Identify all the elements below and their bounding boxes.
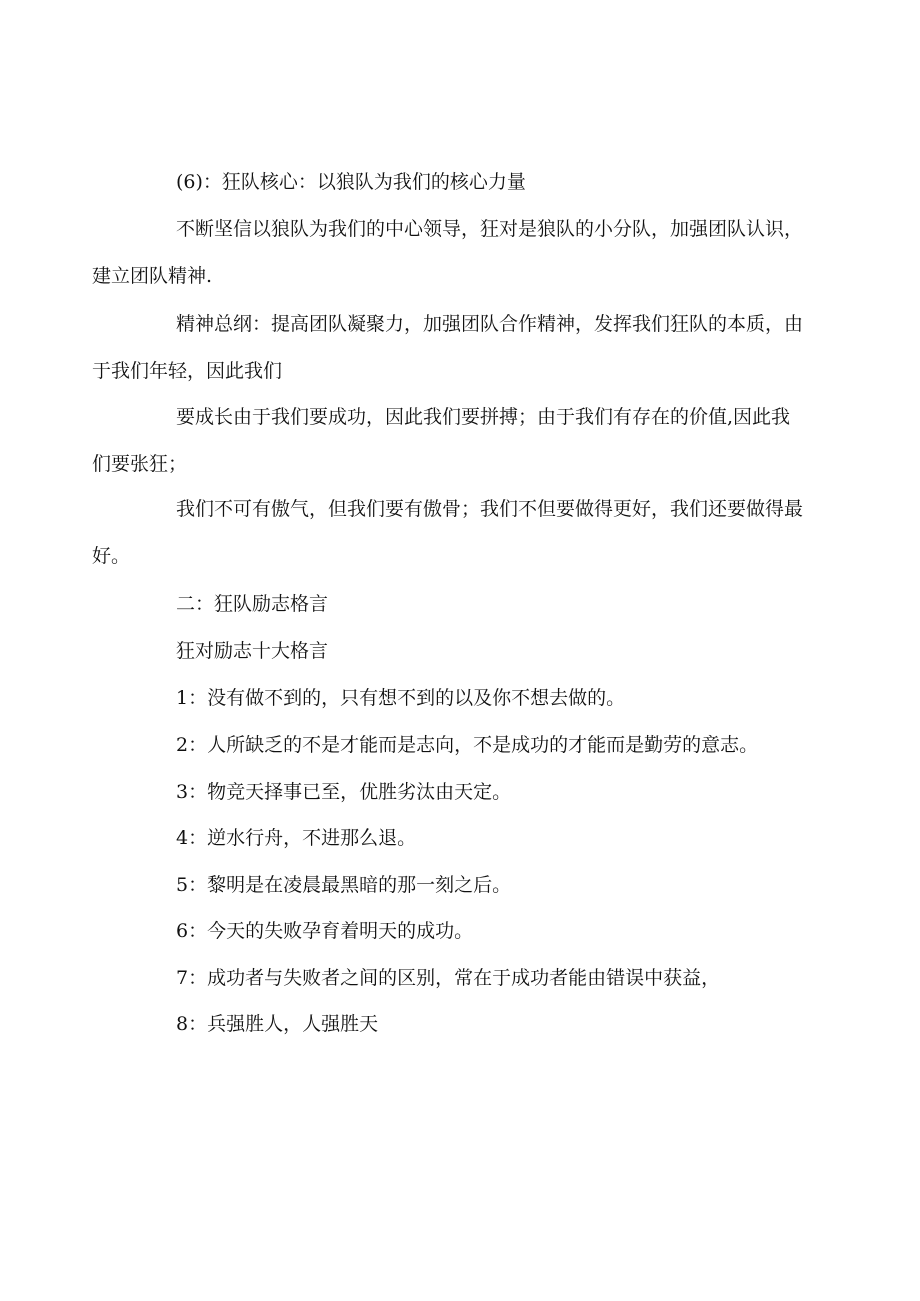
- motto-text-4: 4：逆水行舟，不进那么退。: [176, 827, 417, 849]
- spirit-paragraph-line-1: 精神总纲：提高团队凝聚力，加强团队合作精神，发挥我们狂队的本质，由: [176, 313, 804, 335]
- motto-item: [134, 1001, 810, 1048]
- spirit-paragraph: [92, 301, 810, 395]
- motto-text-8: 8：兵强胜人，人强胜天: [176, 1013, 379, 1035]
- section-core-heading-text: (6)：狂队核心：以狼队为我们的核心力量: [176, 171, 526, 193]
- motto-item: [134, 722, 810, 769]
- mottos-heading-text: 狂对励志十大格言: [176, 640, 329, 662]
- motto-item: [134, 955, 810, 1002]
- motto-text-6: 6：今天的失败孕育着明天的成功。: [176, 920, 474, 942]
- motto-text-2: 2：人所缺乏的不是才能而是志向，不是成功的才能而是勤劳的意志。: [176, 734, 759, 756]
- pride-paragraph-line-2: 好。: [92, 545, 131, 567]
- section-two-heading-text: 二：狂队励志格言: [176, 593, 329, 615]
- grow-paragraph-line-2: 们要张狂；: [92, 453, 188, 475]
- grow-paragraph-line-1: 要成长由于我们要成功，因此我们要拼搏；由于我们有存在的价值,因此我: [176, 406, 791, 428]
- motto-text-3: 3：物竞天择事已至，优胜劣汰由天定。: [176, 781, 512, 803]
- core-paragraph-line-1: 不断坚信以狼队为我们的中心领导，狂对是狼队的小分队，加强团队认识，: [176, 218, 804, 240]
- section-core-heading: [134, 159, 810, 206]
- section-two-heading: [134, 581, 810, 628]
- motto-text-7: 7：成功者与失败者之间的区别，常在于成功者能由错误中获益，: [176, 967, 721, 989]
- motto-item: [134, 769, 810, 816]
- motto-item: [134, 675, 810, 722]
- core-paragraph-line-2: 建立团队精神.: [92, 265, 213, 287]
- motto-text-1: 1：没有做不到的，只有想不到的以及你不想去做的。: [176, 687, 626, 709]
- mottos-heading: [134, 628, 810, 675]
- spirit-paragraph-line-2: 于我们年轻，因此我们: [92, 360, 283, 382]
- pride-paragraph: [92, 486, 810, 580]
- motto-text-5: 5：黎明是在凌晨最黑暗的那一刻之后。: [176, 874, 512, 896]
- pride-paragraph-line-1: 我们不可有傲气，但我们要有傲骨；我们不但要做得更好，我们还要做得最: [176, 498, 804, 520]
- motto-item: [134, 908, 810, 955]
- grow-paragraph: [92, 394, 810, 488]
- motto-item: [134, 862, 810, 909]
- motto-item: [134, 815, 810, 862]
- core-paragraph: [92, 206, 810, 300]
